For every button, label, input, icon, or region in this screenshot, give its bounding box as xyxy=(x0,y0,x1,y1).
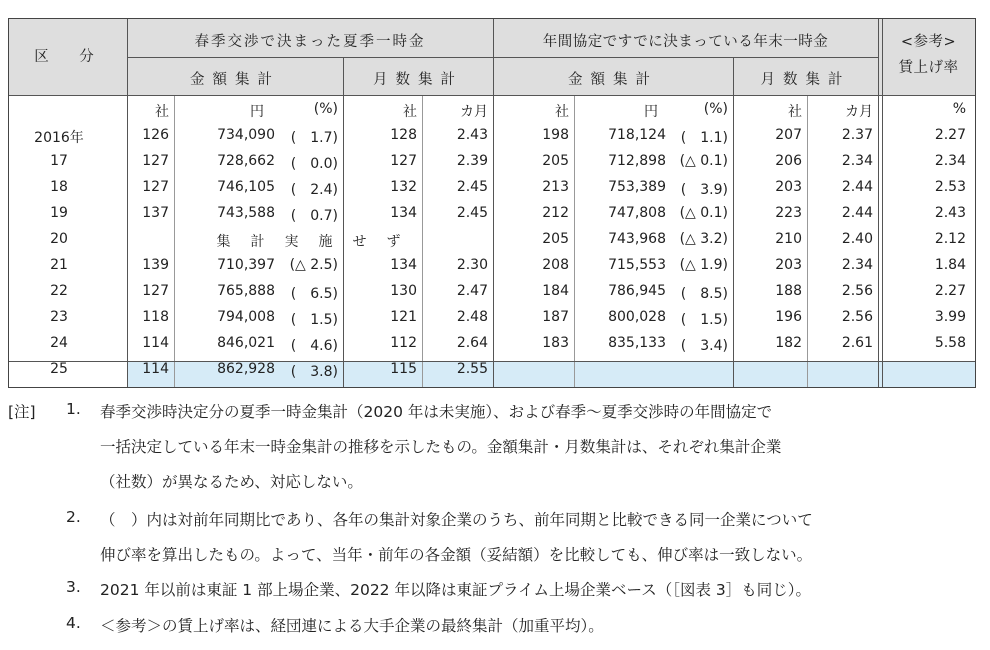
cell-ym-co: 206 xyxy=(775,153,802,169)
cell-s-yen: 846,021 xyxy=(217,335,275,351)
cell-s-yen: 794,008 xyxy=(217,309,275,325)
cell-ym-co: 196 xyxy=(775,309,802,325)
cell-y-yen: 800,028 xyxy=(608,309,666,325)
cell-y-co: 213 xyxy=(542,179,569,195)
cell-m-co: 134 xyxy=(390,257,417,273)
cell-year: 2016年 xyxy=(34,130,84,146)
table-row xyxy=(9,205,975,231)
cell-ym-mo: 2.37 xyxy=(841,127,873,143)
cell-wage: 1.84 xyxy=(934,257,966,273)
cell-y-pct: ( 3.9) xyxy=(680,182,728,198)
cell-y-co: 208 xyxy=(542,257,569,273)
table-row xyxy=(9,231,975,257)
note-2-line-2: 伸び率を算出したもの。よって、当年・前年の各金額（妥結額）を比較しても、伸び率は一致しない。 xyxy=(100,546,813,564)
cell-s-pct: ( 2.4) xyxy=(290,182,338,198)
header-kubun: 区 分 xyxy=(34,49,102,65)
cell-s-pct: (△ 2.5) xyxy=(289,257,338,273)
note-4-number: 4. xyxy=(66,614,81,632)
cell-ym-mo: 2.56 xyxy=(841,283,873,299)
cell-m-co: 130 xyxy=(390,283,417,299)
note-1-line-3: （社数）が異なるため、対応しない。 xyxy=(100,473,363,491)
cell-ym-co: 210 xyxy=(775,231,802,247)
cell-s-co: 137 xyxy=(142,205,169,221)
cell-y-pct: (△ 0.1) xyxy=(679,205,728,221)
cell-s-pct: ( 3.8) xyxy=(290,364,338,380)
cell-ym-mo: 2.61 xyxy=(841,335,873,351)
header-reference: <参考> xyxy=(900,34,957,50)
cell-s-yen: 862,928 xyxy=(217,361,275,377)
cell-y-yen: 715,553 xyxy=(608,257,666,273)
cell-y-co: 187 xyxy=(542,309,569,325)
cell-year: 24 xyxy=(50,335,68,351)
cell-wage: 2.53 xyxy=(934,179,966,195)
cell-s-pct: ( 0.0) xyxy=(290,156,338,172)
cell-ym-co: 223 xyxy=(775,205,802,221)
cell-m-mo: 2.39 xyxy=(456,153,488,169)
cell-ym-mo: 2.44 xyxy=(841,179,873,195)
cell-y-yen: 747,808 xyxy=(608,205,666,221)
note-2-number: 2. xyxy=(66,508,81,526)
cell-m-mo: 2.55 xyxy=(456,361,488,377)
cell-s-co: 127 xyxy=(142,283,169,299)
cell-s-pct: ( 4.6) xyxy=(290,338,338,354)
cell-year: 23 xyxy=(50,309,68,325)
table-row xyxy=(9,257,975,283)
cell-s-pct: ( 0.7) xyxy=(290,208,338,224)
cell-y-yen: 786,945 xyxy=(608,283,666,299)
cell-y-yen: 743,968 xyxy=(608,231,666,247)
cell-ym-mo: 2.40 xyxy=(841,231,873,247)
cell-y-pct: (△ 1.9) xyxy=(679,257,728,273)
table-row xyxy=(9,309,975,335)
cell-year: 17 xyxy=(50,153,68,169)
unit-companies: 社 xyxy=(155,104,169,120)
cell-y-pct: (△ 0.1) xyxy=(679,153,728,169)
unit-companies: 社 xyxy=(788,104,802,120)
cell-y-co: 184 xyxy=(542,283,569,299)
note-1-line-1: 春季交渉時決定分の夏季一時金集計（2020 年は未実施）、および春季～夏季交渉時の年間協定で xyxy=(100,403,773,421)
note-3-line-1: 2021 年以前は東証 1 部上場企業、2022 年以降は東証プライム上場企業ベース（［図表 3］も同じ）。 xyxy=(100,581,812,599)
cell-y-yen: 718,124 xyxy=(608,127,666,143)
cell-year: 25 xyxy=(50,361,68,377)
cell-wage: 2.12 xyxy=(934,231,966,247)
cell-m-co: 127 xyxy=(390,153,417,169)
table-row xyxy=(9,283,975,309)
cell-m-mo: 2.30 xyxy=(456,257,488,273)
cell-y-pct: ( 1.1) xyxy=(680,130,728,146)
unit-percent: (%) xyxy=(313,101,338,117)
cell-ym-co: 207 xyxy=(775,127,802,143)
cell-not-conducted: 集 計 実 施 せ ず xyxy=(216,234,404,250)
cell-s-yen: 765,888 xyxy=(217,283,275,299)
cell-m-mo: 2.64 xyxy=(456,335,488,351)
cell-ym-co: 182 xyxy=(775,335,802,351)
header-summer-months: 月数集計 xyxy=(373,72,463,88)
cell-s-yen: 743,588 xyxy=(217,205,275,221)
cell-s-yen: 710,397 xyxy=(217,257,275,273)
unit-yen: 円 xyxy=(250,104,264,120)
cell-m-mo: 2.47 xyxy=(456,283,488,299)
note-4-line-1: ＜参考＞の賃上げ率は、経団連による大手企業の最終集計（加重平均）。 xyxy=(100,617,604,635)
cell-ym-mo: 2.34 xyxy=(841,257,873,273)
unit-months: カ月 xyxy=(460,104,488,120)
cell-y-co: 183 xyxy=(542,335,569,351)
cell-m-mo: 2.43 xyxy=(456,127,488,143)
cell-s-co: 127 xyxy=(142,179,169,195)
cell-year: 21 xyxy=(50,257,68,273)
header-year-end-bonus: 年間協定ですでに決まっている年末一時金 xyxy=(542,34,829,50)
table-row xyxy=(9,153,975,179)
cell-wage: 2.34 xyxy=(934,153,966,169)
cell-y-co: 205 xyxy=(542,231,569,247)
note-1-number: 1. xyxy=(66,400,81,418)
cell-wage: 2.27 xyxy=(934,283,966,299)
unit-companies: 社 xyxy=(403,104,417,120)
unit-months: カ月 xyxy=(845,104,873,120)
cell-y-pct: ( 8.5) xyxy=(680,286,728,302)
divider xyxy=(127,57,878,58)
unit-row xyxy=(9,101,975,127)
table-row xyxy=(9,335,975,361)
cell-y-pct: (△ 3.2) xyxy=(679,231,728,247)
cell-m-co: 128 xyxy=(390,127,417,143)
header-summer-amount: 金額集計 xyxy=(190,72,280,88)
cell-m-mo: 2.45 xyxy=(456,205,488,221)
cell-m-mo: 2.48 xyxy=(456,309,488,325)
cell-m-co: 115 xyxy=(390,361,417,377)
cell-y-co: 205 xyxy=(542,153,569,169)
cell-m-mo: 2.45 xyxy=(456,179,488,195)
note-3-number: 3. xyxy=(66,578,81,596)
cell-wage: 2.43 xyxy=(934,205,966,221)
cell-ym-mo: 2.56 xyxy=(841,309,873,325)
note-1-line-2: 一括決定している年末一時金集計の推移を示したもの。金額集計・月数集計は、それぞれ集計企業 xyxy=(100,438,782,456)
cell-ym-co: 203 xyxy=(775,257,802,273)
header-summer-bonus: 春季交渉で決まった夏季一時金 xyxy=(194,34,426,50)
table-row xyxy=(9,127,975,153)
cell-y-co: 198 xyxy=(542,127,569,143)
unit-percent: (%) xyxy=(703,101,728,117)
cell-s-pct: ( 1.5) xyxy=(290,312,338,328)
divider xyxy=(9,95,975,96)
cell-s-yen: 746,105 xyxy=(217,179,275,195)
cell-s-co: 114 xyxy=(142,361,169,377)
cell-m-co: 121 xyxy=(390,309,417,325)
cell-s-co: 127 xyxy=(142,153,169,169)
cell-m-co: 134 xyxy=(390,205,417,221)
cell-wage: 3.99 xyxy=(934,309,966,325)
cell-y-pct: ( 3.4) xyxy=(680,338,728,354)
cell-s-yen: 734,090 xyxy=(217,127,275,143)
table-row xyxy=(9,179,975,205)
cell-s-yen: 728,662 xyxy=(217,153,275,169)
cell-y-yen: 835,133 xyxy=(608,335,666,351)
header-wage-increase: 賃上げ率 xyxy=(898,60,959,76)
cell-s-co: 139 xyxy=(142,257,169,273)
cell-ym-co: 188 xyxy=(775,283,802,299)
cell-wage: 2.27 xyxy=(934,127,966,143)
unit-ref-percent: % xyxy=(952,101,966,117)
cell-m-co: 132 xyxy=(390,179,417,195)
cell-s-co: 126 xyxy=(142,127,169,143)
cell-s-co: 118 xyxy=(142,309,169,325)
cell-s-co: 114 xyxy=(142,335,169,351)
header-yearend-amount: 金額集計 xyxy=(568,72,658,88)
notes-prefix: [注] xyxy=(8,403,36,421)
cell-wage: 5.58 xyxy=(934,335,966,351)
cell-ym-mo: 2.34 xyxy=(841,153,873,169)
bonus-summary-table xyxy=(8,18,976,388)
unit-companies: 社 xyxy=(555,104,569,120)
cell-s-pct: ( 6.5) xyxy=(290,286,338,302)
cell-ym-co: 203 xyxy=(775,179,802,195)
cell-year: 20 xyxy=(50,231,68,247)
header-yearend-months: 月数集計 xyxy=(760,72,851,88)
cell-y-yen: 712,898 xyxy=(608,153,666,169)
table-row xyxy=(9,361,975,387)
cell-year: 22 xyxy=(50,283,68,299)
unit-yen: 円 xyxy=(644,104,658,120)
note-2-line-1: （ ）内は対前年同期比であり、各年の集計対象企業のうち、前年同期と比較できる同一企業について xyxy=(100,511,813,529)
cell-y-yen: 753,389 xyxy=(608,179,666,195)
cell-y-co: 212 xyxy=(542,205,569,221)
cell-year: 18 xyxy=(50,179,68,195)
cell-year: 19 xyxy=(50,205,68,221)
cell-ym-mo: 2.44 xyxy=(841,205,873,221)
cell-y-pct: ( 1.5) xyxy=(680,312,728,328)
cell-m-co: 112 xyxy=(390,335,417,351)
cell-s-pct: ( 1.7) xyxy=(290,130,338,146)
